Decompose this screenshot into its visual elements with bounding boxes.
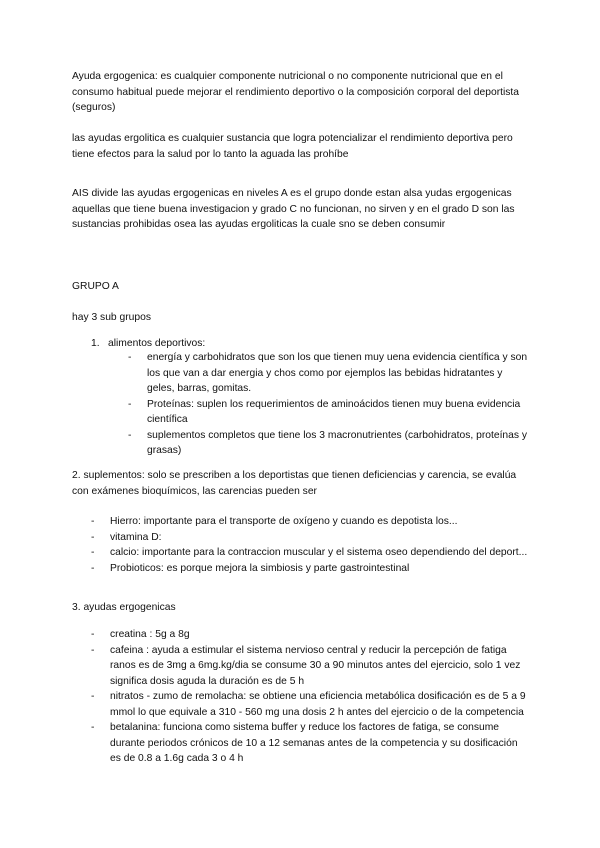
subgroups-intro: hay 3 sub grupos <box>72 312 151 323</box>
deficiencias-list <box>91 514 531 576</box>
list-item: - creatina : 5g a 8g <box>91 629 190 640</box>
list-item: - cafeina : ayuda a estimular el sistema nervioso central y reducir la percepción de fatiga ranos es de 3mg a 6mg.kg/dia se consume 30 a 90 minutos antes del ejercicio, solo 1 vez significa dosis aguda la duración es de 5 h <box>91 644 521 687</box>
ayudas-ergogenicas-list <box>91 627 531 767</box>
ais-classification-paragraph: AIS divide las ayudas ergogenicas en niveles A es el grupo donde estan alsa yudas ergogenicas aquellas que tiene buena investigacion y grado C no funcionan, no sirven y en el grado D son las sustancias prohibidas osea las ayudas ergoliticas la cuale sno se deben consumir <box>72 188 515 230</box>
list-item: - vitamina D: <box>91 531 162 543</box>
list-item: - Hierro: importante para el transporte de oxígeno y cuando es depotista los... <box>91 516 458 527</box>
list-item: - energía y carbohidratos que son los que tienen muy uena evidencia científica y son los que van a dar energia y chos como por ejemplos las bebidas hidratantes y geles, barras, gomitas. <box>128 352 528 394</box>
grupo-a-heading: GRUPO A <box>72 281 119 292</box>
alimentos-deportivos-sublist <box>128 350 528 459</box>
list-item: - calcio: importante para la contraccion muscular y el sistema oseo dependiendo del deport... <box>91 547 528 558</box>
list-item-label: alimentos deportivos: <box>108 338 206 349</box>
list-item: - Probioticos: es porque mejora la simbiosis y parte gastrointestinal <box>91 562 410 574</box>
list-item: - suplementos completos que tiene los 3 macronutrientes (carbohidratos, proteínas y grasas) <box>128 429 528 456</box>
definition-ayuda-ergogenica: Ayuda ergogenica: es cualquier componente nutricional o no componente nutricional que en el consumo habitual puede mejorar el rendimiento deportivo o la composición corporal del deportista (seguros) <box>72 71 520 113</box>
list-item: - nitratos - zumo de remolacha: se obtiene una eficiencia metabólica dosificación es de 5 a 9 mmol lo que equivale a 310 - 560 mg una dosis 2 h antes del ejercicio o de la competencia <box>91 691 526 718</box>
suplementos-paragraph: 2. suplementos: solo se prescriben a los deportistas que tienen deficiencias y carencia, se evalúa con exámenes bioquímicos, las carencias pueden ser <box>72 470 517 497</box>
ayudas-ergogenicas-heading: 3. ayudas ergogenicas <box>72 602 176 613</box>
list-item: - Proteínas: suplen los requerimientos de aminoácidos tienen muy buena evidencia científica <box>128 398 521 425</box>
definition-ayudas-ergoliticas: las ayudas ergolitica es cualquier sustancia que logra potencializar el rendimiento deportiva pero tiene efectos para la salud por lo tanto la aguada las prohíbe <box>72 133 513 160</box>
list-number: 1. <box>91 338 100 349</box>
list-item: - betalanina: funciona como sistema buffer y reduce los factores de fatiga, se consume durante periodos crónicos de 10 a 12 semanas antes de la competencia y su dosificación es de 0.8 a 1.6g cada 3 o 4 h <box>91 722 518 764</box>
